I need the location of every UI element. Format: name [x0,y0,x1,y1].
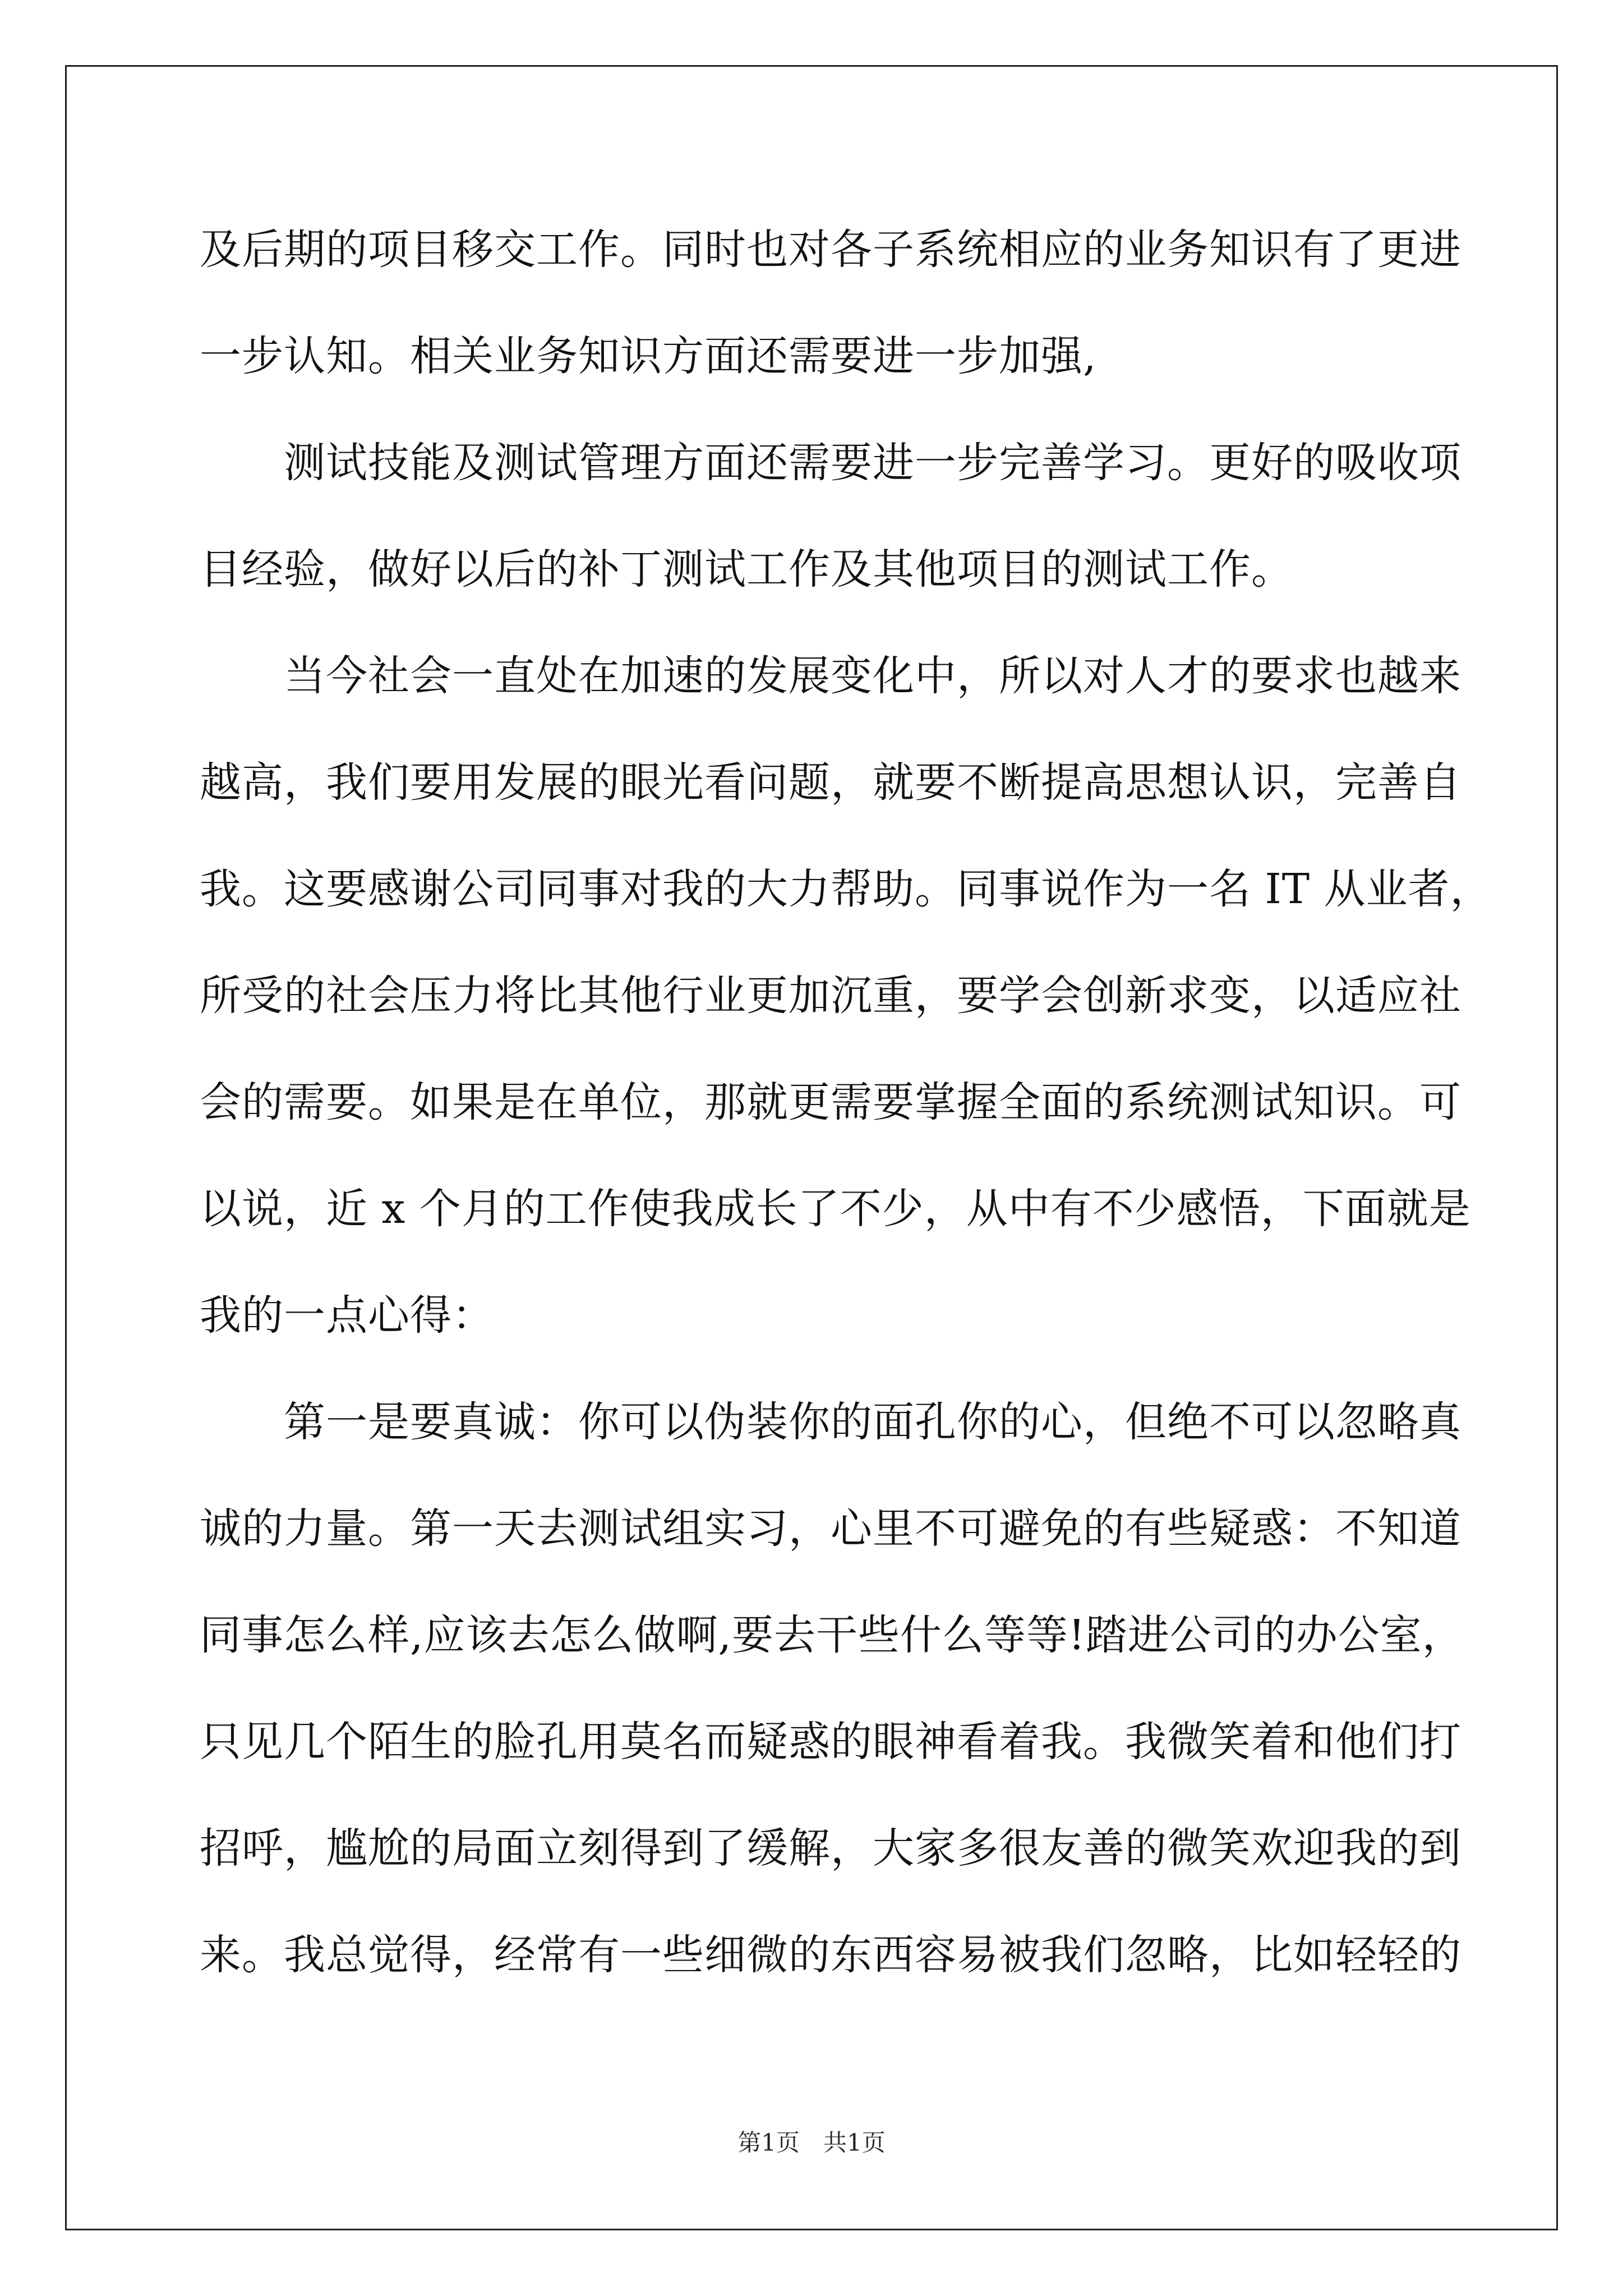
text-line: 第一是要真诚：你可以伪装你的面孔你的心，但绝不可以忽略真 [200,1398,1461,1446]
text-line: 所受的社会压力将比其他行业更加沉重，要学会创新求变，以适应社 [200,972,1461,1020]
text-line: 我。这要感谢公司同事对我的大力帮助。同事说作为一名 IT 从业者， [200,865,1492,913]
text-line: 会的需要。如果是在单位，那就更需要掌握全面的系统测试知识。可 [200,1078,1461,1126]
text-line: 当今社会一直处在加速的发展变化中，所以对人才的要求也越来 [200,652,1461,700]
text-line: 招呼，尴尬的局面立刻得到了缓解，大家多很友善的微笑欢迎我的到 [200,1824,1461,1872]
document-body [200,213,1492,2025]
page-footer: 第1页 共1页 [737,2129,886,2156]
text-line: 越高，我们要用发展的眼光看问题，就要不断提高思想认识，完善自 [200,758,1461,807]
text-line: 来。我总觉得，经常有一些细微的东西容易被我们忽略，比如轻轻的 [200,1931,1461,1979]
text-line: 只见几个陌生的脸孔用莫名而疑惑的眼神看着我。我微笑着和他们打 [200,1718,1461,1766]
text-line: 以说，近 x 个月的工作使我成长了不少，从中有不少感悟，下面就是 [200,1185,1471,1233]
text-line: 一步认知。相关业务知识方面还需要进一步加强, [200,332,1097,380]
text-line: 同事怎么样,应该去怎么做啊,要去干些什么等等!踏进公司的办公室， [200,1611,1464,1659]
text-line: 测试技能及测试管理方面还需要进一步完善学习。更好的吸收项 [200,439,1461,487]
text-line: 及后期的项目移交工作。同时也对各子系统相应的业务知识有了更进 [200,226,1461,274]
text-line: 目经验，做好以后的补丁测试工作及其他项目的测试工作。 [200,545,1293,593]
text-line: 诚的力量。第一天去测试组实习，心里不可避免的有些疑惑：不知道 [200,1504,1461,1553]
text-line: 我的一点心得： [200,1291,494,1340]
